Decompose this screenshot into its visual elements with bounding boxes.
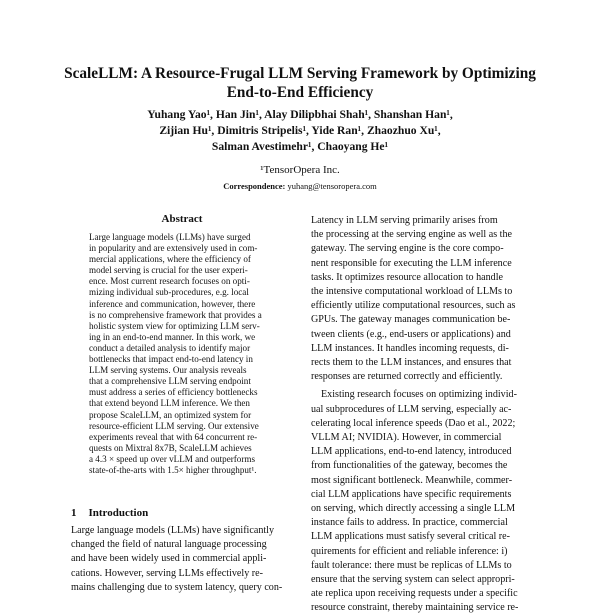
paragraph-line: resource constraint, thereby maintaining service re- (311, 602, 519, 614)
section-title: Introduction (88, 507, 149, 519)
introduction-body (71, 524, 307, 595)
right-column (311, 214, 537, 616)
abstract-line: in popularity and are extensively used in com- (89, 243, 258, 254)
abstract-line: bottlenecks that impact end-to-end latency in (89, 354, 253, 365)
paragraph-line: nent responsible for executing the LLM inference (311, 257, 512, 269)
abstract-line: experiments reveal that with 64 concurrent re- (89, 431, 258, 442)
paragraph-line: the intensive computational workload of LLMs to (311, 286, 513, 298)
paragraph-line: celerating local inference speeds (Dao et al., 2022; (311, 417, 516, 429)
abstract-line: a 4.3 × speed up over vLLM and outperforms (89, 453, 255, 464)
abstract-line: resource-efficient LLM serving. Our extensive (89, 420, 259, 431)
abstract-line: propose ScaleLLM, an optimized system for (89, 409, 252, 420)
paragraph-line: ensure that the serving system can select appropri- (311, 574, 515, 586)
introduction-line: cations. However, serving LLMs effectively re- (71, 567, 263, 579)
paragraph-line: rects them to the LLM instances, and ensures that (311, 357, 512, 369)
abstract-body (89, 232, 281, 476)
correspondence (40, 180, 560, 192)
paragraph-line: tween clients (e.g., end-users or applications) and (311, 328, 511, 340)
paragraph-line: gateway. The serving engine is the core compo- (311, 243, 504, 255)
paragraph-line: the processing at the serving engine as well as the (311, 229, 512, 241)
paragraph-line: on serving, which directly accessing a single LLM (311, 503, 516, 515)
paragraph-line: efficiently utilize computational resources, such as (311, 300, 516, 312)
paragraph-line: LLM applications must satisfy several critical re- (311, 531, 511, 543)
paragraph-line: instance fails to address. In practice, commercial (311, 517, 508, 529)
author-line: Yuhang Yao¹, Han Jin¹, Alay Dilipbhai Shah¹, Shanshan Han¹, (147, 108, 453, 121)
correspondence-label: Correspondence: (223, 181, 286, 191)
affiliation: ¹TensorOpera Inc. (260, 164, 340, 176)
paragraph-line: tasks. It optimizes resource allocation to handle (311, 271, 504, 283)
paragraph-line: fault tolerance: there must be replicas of LLMs to (311, 559, 512, 571)
introduction-line: mains challenging due to system latency, query con- (71, 581, 283, 593)
introduction-line: and have been widely used in commercial appli- (71, 553, 267, 565)
paragraph-line: quirements for efficient and reliable inference: i) (311, 545, 508, 557)
paragraph-line: cial LLM applications have specific requirements (311, 488, 512, 500)
abstract-line: inference and communication, however, there (89, 298, 256, 309)
abstract-line: that extend beyond LLM inference. We then (89, 398, 250, 409)
abstract-line: is no comprehensive framework that provides a (89, 309, 262, 320)
introduction-line: changed the field of natural language processing (71, 539, 267, 551)
author-line: Zijian Hu¹, Dimitris Stripelis¹, Yide Ran¹, Zhaozhuo Xu¹, (159, 124, 441, 137)
abstract-line: mizing individual sub-procedures, e.g. local (89, 287, 249, 298)
abstract-line: that a comprehensive LLM serving endpoint (89, 376, 251, 387)
paragraph-line: VLLM AI; NVIDIA). However, in commercial (311, 432, 502, 444)
paragraph-line: ual subprocedures of LLM serving, especially ac- (311, 403, 512, 415)
paragraph-line: GPUs. The gateway manages communication be- (311, 314, 511, 326)
abstract-line: must address a series of efficiency bottlenecks (89, 387, 258, 398)
author-line: Salman Avestimehr¹, Chaoyang He¹ (211, 140, 389, 153)
abstract-line: state-of-the-arts with 1.5× higher throughput¹. (89, 464, 257, 475)
paragraph-line: ate replica upon receiving requests under a specific (311, 588, 518, 600)
paragraph-line: LLM instances. It handles incoming requests, di- (311, 342, 509, 354)
abstract-line: model serving is crucial for the user experi- (89, 265, 248, 276)
abstract-line: quests on Mixtral 8x7B, ScaleLLM achieves (89, 442, 252, 453)
abstract-line: holistic system view for optimizing LLM serv- (89, 320, 260, 331)
abstract-line: mercial applications, where the efficiency of (89, 254, 251, 265)
introduction-line: Large language models (LLMs) have significantly (71, 525, 275, 536)
paragraph-line: from functionalities of the gateway, becomes the (311, 460, 508, 472)
paper-title (40, 64, 560, 102)
correspondence-email: yuhang@tensoropera.com (287, 181, 377, 191)
abstract-line: LLM serving systems. Our analysis reveals (89, 365, 247, 376)
paragraph-line: responses are returned correctly and efficiently. (311, 371, 503, 383)
section-number: 1 (71, 507, 77, 519)
paragraph-line: Latency in LLM serving primarily arises from (311, 215, 498, 226)
author-list (40, 107, 560, 155)
paper-title-line: ScaleLLM: A Resource-Frugal LLM Serving Framework by Optimizing (64, 65, 536, 82)
paragraph-line: most significant bottleneck. Meanwhile, commer- (311, 474, 513, 486)
paragraph-line: Existing research focuses on optimizing individ- (321, 389, 517, 401)
abstract-line: Large language models (LLMs) have surged (89, 232, 251, 242)
abstract-line: ing in an end-to-end manner. In this work, we (89, 331, 256, 342)
abstract-line: ence. Most current research focuses on opti- (89, 276, 250, 287)
section-heading-introduction (71, 506, 148, 520)
paragraph-line: LLM applications, end-to-end latency, introduced (311, 446, 512, 458)
abstract-heading: Abstract (161, 213, 203, 225)
paper-title-line: End-to-End Efficiency (226, 84, 374, 101)
abstract-line: conduct a detailed analysis to identify major (89, 342, 251, 353)
